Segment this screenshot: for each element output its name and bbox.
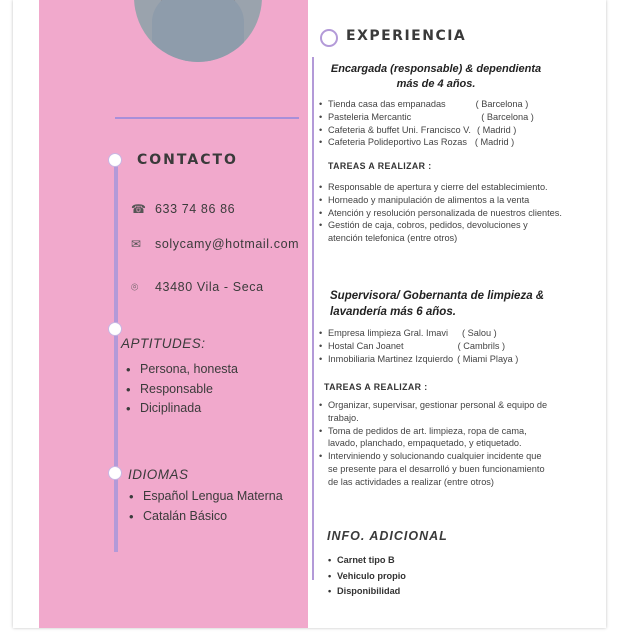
list-item: • Toma de pedidos de art. limpieza, ropa de cama, lavado, planchado, empaquetado, y etiquetado. [318,425,548,451]
job2-tasks [318,399,548,489]
list-item: • Organizar, supervisar, gestionar personal & equipo de trabajo. [318,399,548,425]
email-text: solycamy@hotmail.com [155,237,300,251]
job2-places [318,327,603,365]
list-item: • Responsable de apertura y cierre del establecimiento. [318,181,563,194]
contact-title: CONTACTO [137,152,238,168]
aptitudes-list [124,360,238,419]
location-text: 43480 Vila - Seca [155,280,264,294]
list-item: • Español Lengua Materna [127,487,283,507]
resume-page [13,0,606,628]
list-item: • Horneado y manipulación de alimentos a la venta [318,194,563,207]
location-pin-icon: ⌾ [131,280,139,294]
sidebar-timeline [114,160,118,552]
sidebar-divider [115,117,299,119]
profile-photo [134,0,262,62]
phone-text: 633 74 86 86 [155,202,236,216]
idiomas-list [127,487,283,526]
job1-title-line2: más de 4 años. [396,78,476,90]
timeline-dot-contact [108,153,122,167]
idiomas-title: IDIOMAS [128,467,189,482]
list-item: • Hostal Can Joanet ( Cambrils ) [318,340,603,353]
timeline-dot-idiomas [108,466,122,480]
phone-icon: ☎ [131,202,147,216]
job2-tasks-title: TAREAS A REALIZAR : [324,382,428,392]
list-item: • Cafeteria & buffet Uni. Francisco V. ( Madrid ) [318,124,603,137]
experience-line [312,57,314,580]
job2-title-line1: Supervisora/ Gobernanta de limpieza & [330,290,545,302]
list-item: • Empresa limpieza Gral. Imavi ( Salou ) [318,327,603,340]
list-item: • Pasteleria Mercantic ( Barcelona ) [318,111,603,124]
list-item: • Tienda casa das empanadas ( Barcelona ) [318,98,603,111]
list-item: • Responsable [124,380,238,400]
job1-places [318,98,603,149]
list-item: • Disponibilidad [327,584,406,600]
list-item: • Inmobiliaria Martinez Izquierdo ( Miami Playa ) [318,353,603,366]
experience-title: EXPERIENCIA [346,28,467,44]
contact-phone [131,202,235,216]
job1-tasks [318,181,563,245]
job1-title [321,62,551,92]
sidebar [39,0,308,628]
job2-title [330,288,560,320]
job2-title-line2: lavandería más 6 años. [330,306,456,318]
list-item: • Gestión de caja, cobros, pedidos, devoluciones y atención telefonica (entre otros) [318,219,563,245]
list-item: • Atención y resolución personalizada de nuestros clientes. [318,207,563,220]
envelope-icon: ✉ [131,237,142,251]
list-item: • Persona, honesta [124,360,238,380]
job1-title-line1: Encargada (responsable) & dependienta [330,63,542,75]
contact-email [131,237,299,251]
list-item: • Catalán Básico [127,507,283,527]
info-list [327,553,406,600]
contact-location [131,280,264,295]
list-item: • Cafeteria Polideportivo Las Rozas ( Madrid ) [318,136,603,149]
list-item: • Carnet tipo B [327,553,406,569]
photo-shirt [152,0,244,62]
list-item: • Diciplinada [124,399,238,419]
info-title: INFO. ADICIONAL [327,529,448,543]
list-item: • Interviniendo y solucionando cualquier incidente que se presente para el desarrolló y buen funcionamiento de las actividades a realizar (entre otros) [318,450,548,488]
aptitudes-title: APTITUDES: [121,336,206,351]
timeline-dot-aptitudes [108,322,122,336]
list-item: • Vehiculo propio [327,569,406,585]
experience-circle [320,29,338,47]
job1-tasks-title: TAREAS A REALIZAR : [328,161,432,171]
